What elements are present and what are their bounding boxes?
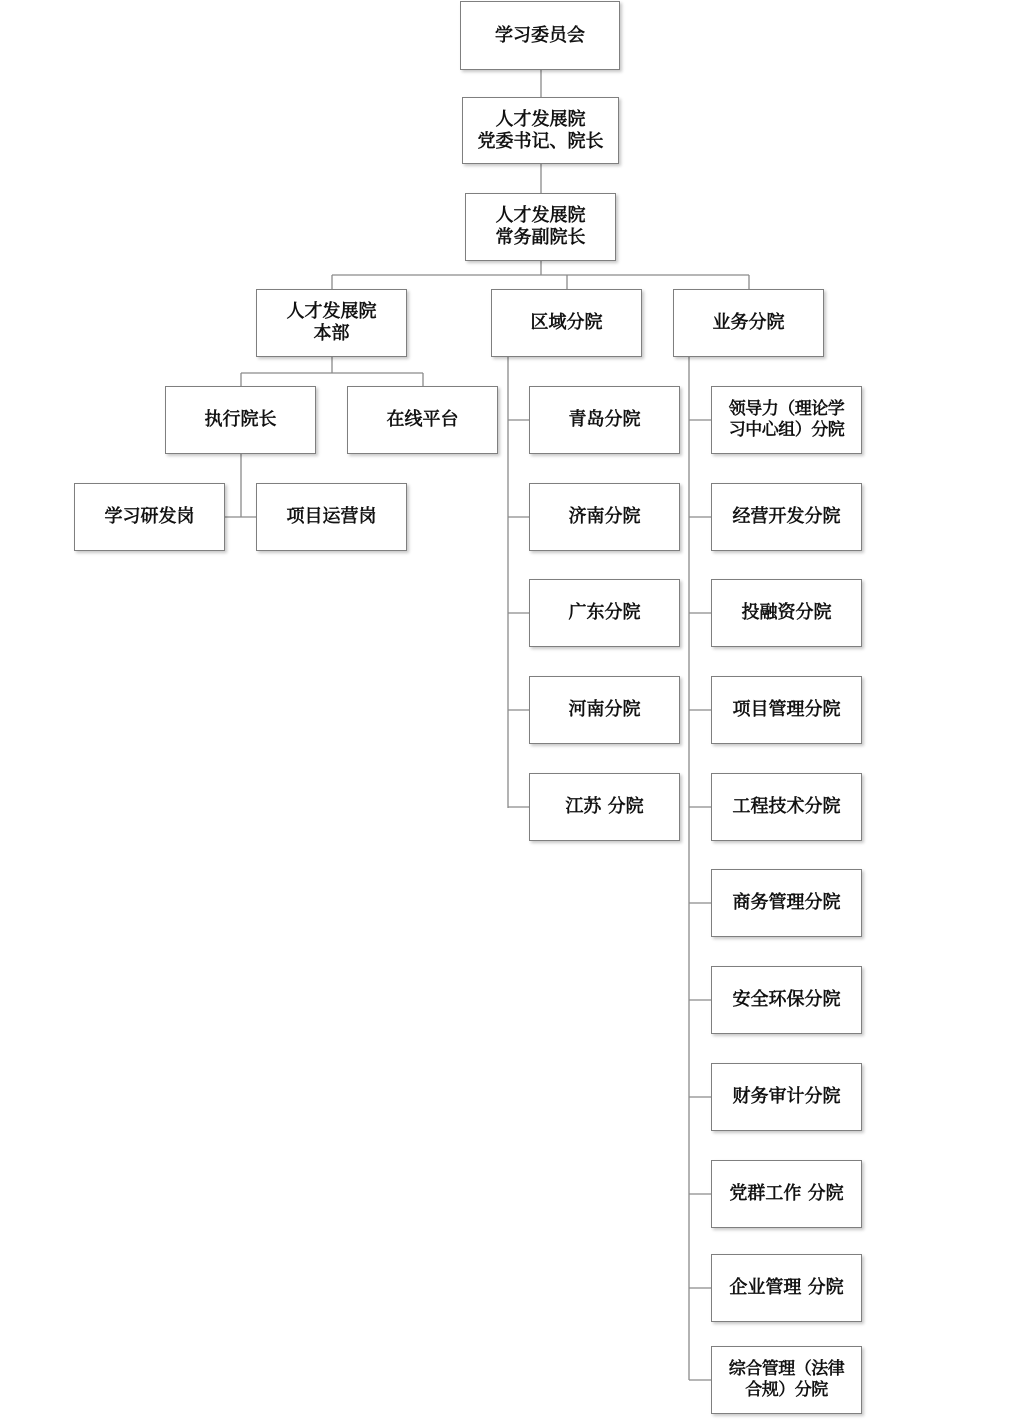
node-executive-vice-president-label: 人才发展院 常务副院长 [495, 205, 586, 248]
node-business-branch [711, 869, 862, 937]
node-business-branch [711, 1254, 862, 1322]
regional-branch-label: 广东分院 [568, 602, 641, 623]
regional-branch-label: 江苏 分院 [565, 796, 644, 817]
node-online-platform-label: 在线平台 [386, 409, 459, 430]
node-regional-branch [529, 386, 680, 454]
regional-branch-label: 济南分院 [568, 506, 641, 527]
node-executive-dean-label: 执行院长 [204, 409, 277, 430]
node-regional [491, 289, 642, 357]
node-business-branch [711, 579, 862, 647]
business-branch-label: 财务审计分院 [732, 1086, 841, 1107]
node-operations-post-label: 项目运营岗 [286, 506, 377, 527]
node-headquarters-label: 人才发展院 本部 [286, 301, 377, 344]
node-secretary-president [462, 97, 619, 164]
node-business-branch [711, 1346, 862, 1414]
node-business-branch [711, 386, 862, 454]
node-regional-branch [529, 773, 680, 841]
node-regional-branch [529, 579, 680, 647]
business-branch-label: 经营开发分院 [732, 506, 841, 527]
business-branch-label: 领导力（理论学 习中心组）分院 [728, 399, 845, 440]
node-online-platform [347, 386, 498, 454]
node-business-branch [711, 966, 862, 1034]
business-branch-label: 企业管理 分院 [729, 1277, 844, 1298]
node-headquarters [256, 289, 407, 357]
node-committee [460, 1, 620, 70]
node-business-branch [711, 676, 862, 744]
business-branch-label: 项目管理分院 [732, 699, 841, 720]
regional-branch-label: 河南分院 [568, 699, 641, 720]
node-regional-label: 区域分院 [530, 312, 603, 333]
node-business-branch [711, 1063, 862, 1131]
node-executive-vice-president [465, 193, 616, 261]
node-regional-branch [529, 676, 680, 744]
business-branch-label: 安全环保分院 [732, 989, 841, 1010]
business-branch-label: 商务管理分院 [732, 892, 841, 913]
node-operations-post [256, 483, 407, 551]
business-branch-label: 综合管理（法律 合规）分院 [728, 1359, 845, 1400]
node-business-branch [711, 1160, 862, 1228]
business-branch-label: 投融资分院 [741, 602, 832, 623]
regional-branch-label: 青岛分院 [568, 409, 641, 430]
business-branch-label: 党群工作 分院 [729, 1183, 844, 1204]
node-committee-label: 学习委员会 [495, 24, 585, 46]
node-business-branch [711, 483, 862, 551]
node-business-branch [711, 773, 862, 841]
node-rd-post [74, 483, 225, 551]
node-business-label: 业务分院 [712, 312, 785, 333]
business-branch-label: 工程技术分院 [732, 796, 841, 817]
node-regional-branch [529, 483, 680, 551]
node-secretary-president-label: 人才发展院 党委书记、院长 [477, 108, 604, 152]
node-business [673, 289, 824, 357]
node-executive-dean [165, 386, 316, 454]
node-rd-post-label: 学习研发岗 [104, 506, 195, 527]
